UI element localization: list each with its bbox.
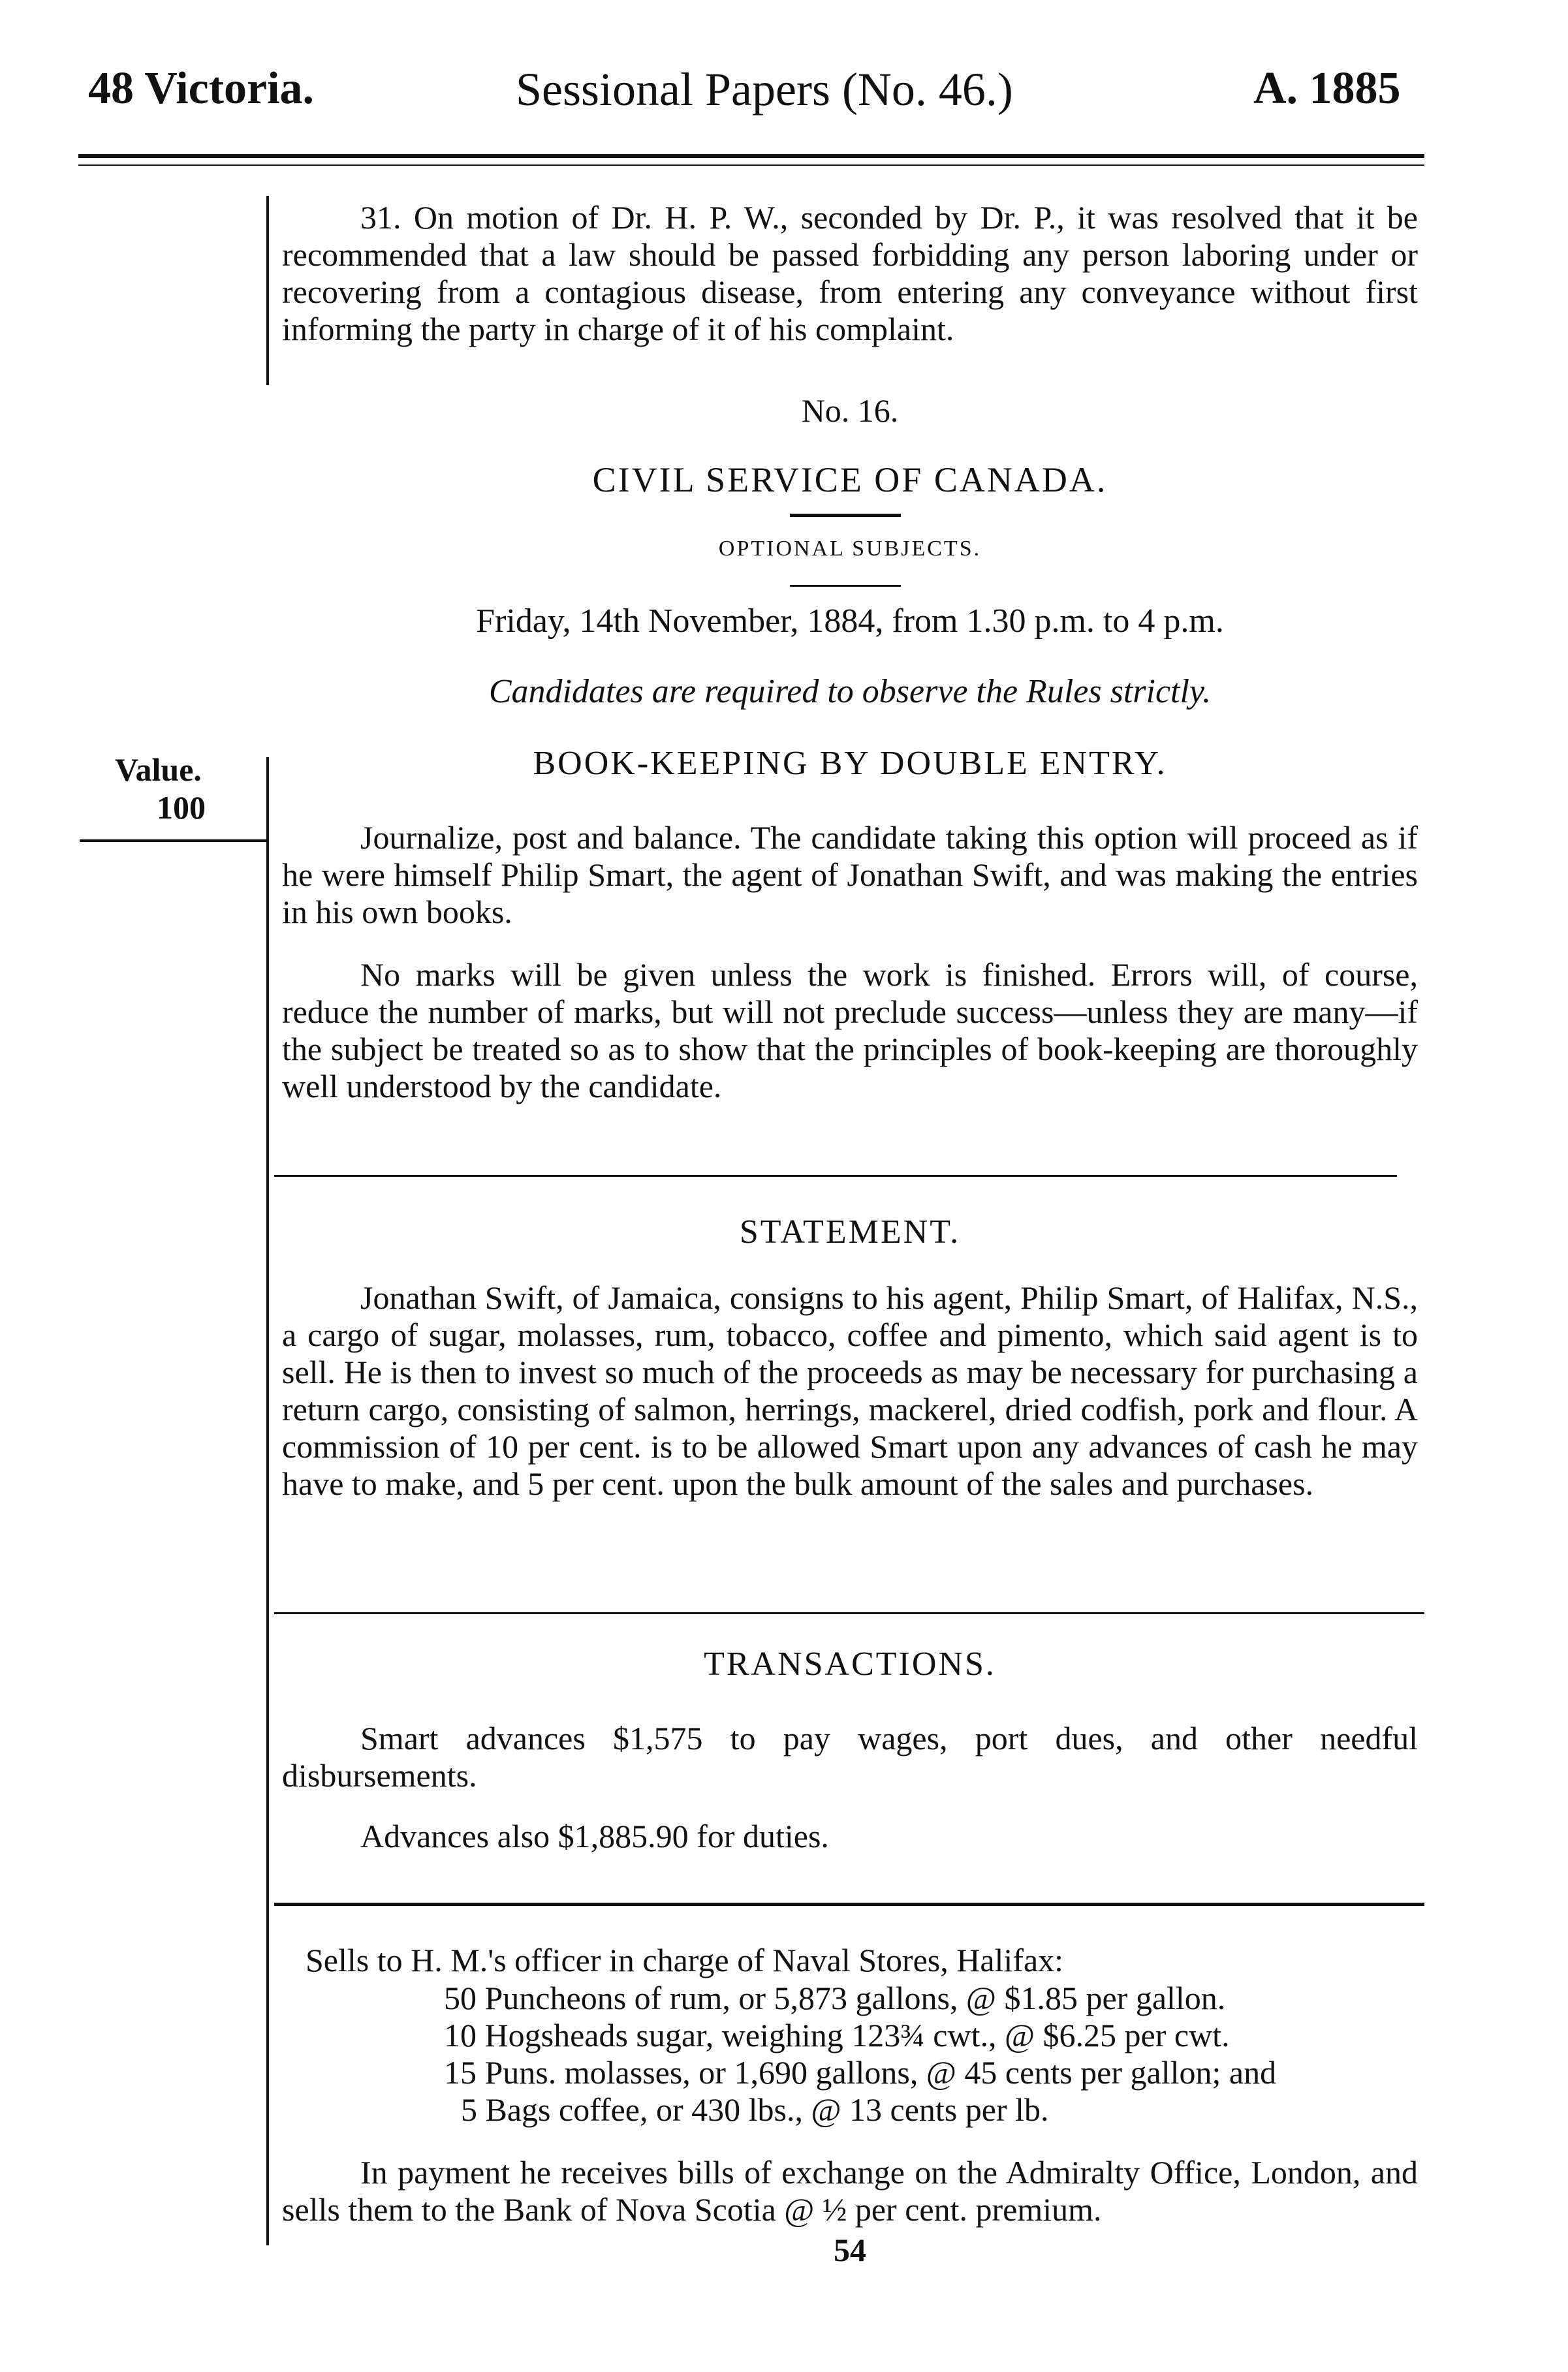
header-volume: 48 Victoria. [88,63,315,114]
statement-paragraph: Jonathan Swift, of Jamaica, consigns to his agent, Philip Smart, of Halifax, N.S., a cargo of sugar, molasses, rum, tobacco, coffee and pimento, which said agent is to sell. He is then to invest so much of the proceeds as may be necessary for purchasing a return cargo, consisting of salmon, herrings, mackerel, dried codfish, pork and flour. A commission of 10 per cent. is to be allowed Smart upon any advances of cash he may have to make, and 5 per cent. upon the bulk amount of the sales and purchases. [282,1279,1418,1502]
transaction-advances-wages: Smart advances $1,575 to pay wages, port dues, and other needful disbursements. [282,1720,1418,1794]
header-title: Sessional Papers (No. 46.) [516,63,1013,116]
transaction-advances-duties: Advances also $1,885.90 for duties. [360,1818,829,1854]
sales-item-sugar: 10 Hogsheads sugar, weighing 123¾ cwt., @ $6.25 per cwt. [444,2017,1230,2053]
value-rule [80,839,266,842]
title-rule [790,514,901,517]
sales-item-rum: 50 Puncheons of rum, or 5,873 gallons, @ $1.85 per gallon. [444,1980,1226,2016]
statement-heading: STATEMENT. [739,1213,961,1251]
instructions-paragraph-2: No marks will be given unless the work is finished. Errors will, of course, reduce the number of marks, but will not preclude success—unless they are many—if the subject be treated so as to show that the principles of book-keeping are thoroughly well understood by the candidate. [282,956,1418,1104]
resolution-paragraph: 31. On motion of Dr. H. P. W., seconded by Dr. P., it was resolved that it be recommended that a law should be passed forbidding any person laboring under or recovering from a contagious disease, from entering any conveyance without first informing the party in charge of it of his complaint. [282,199,1418,347]
header-year: A. 1885 [1253,63,1401,114]
rules-note: Candidates are required to observe the Rules strictly. [488,673,1212,710]
page-number: 54 [834,2232,866,2268]
header-rule-thin [78,164,1424,166]
section-rule-3 [274,1903,1424,1906]
subtitle-rule [790,585,901,587]
payment-paragraph: In payment he receives bills of exchange on the Admiralty Office, London, and sells them to the Bank of Nova Scotia @ ½ per cent. premium. [282,2154,1418,2228]
sales-intro: Sells to H. M.'s officer in charge of Naval Stores, Halifax: [306,1942,1064,1978]
value-number: 100 [157,789,206,826]
margin-rule-top [266,196,269,385]
exam-title: CIVIL SERVICE OF CANADA. [592,460,1108,499]
transactions-heading: TRANSACTIONS. [704,1646,996,1683]
header-rule-thick [78,154,1424,158]
exam-date: Friday, 14th November, 1884, from 1.30 p.m. to 4 p.m. [476,602,1224,640]
exam-subtitle: OPTIONAL SUBJECTS. [718,537,982,561]
margin-rule-main [266,757,269,2245]
sales-item-coffee: 5 Bags coffee, or 430 lbs., @ 13 cents per lb. [461,2091,1049,2128]
value-label: Value. [115,751,202,788]
exam-number: No. 16. [801,392,899,429]
section-rule-2 [274,1612,1424,1614]
instructions-paragraph-1: Journalize, post and balance. The candidate taking this option will proceed as if he were himself Philip Smart, the agent of Jonathan Swift, and was making the entries in his own books. [282,819,1418,930]
subject-heading: BOOK-KEEPING BY DOUBLE ENTRY. [533,745,1167,782]
section-rule-1 [274,1175,1397,1177]
sales-item-molasses: 15 Puns. molasses, or 1,690 gallons, @ 45 cents per gallon; and [444,2054,1277,2091]
